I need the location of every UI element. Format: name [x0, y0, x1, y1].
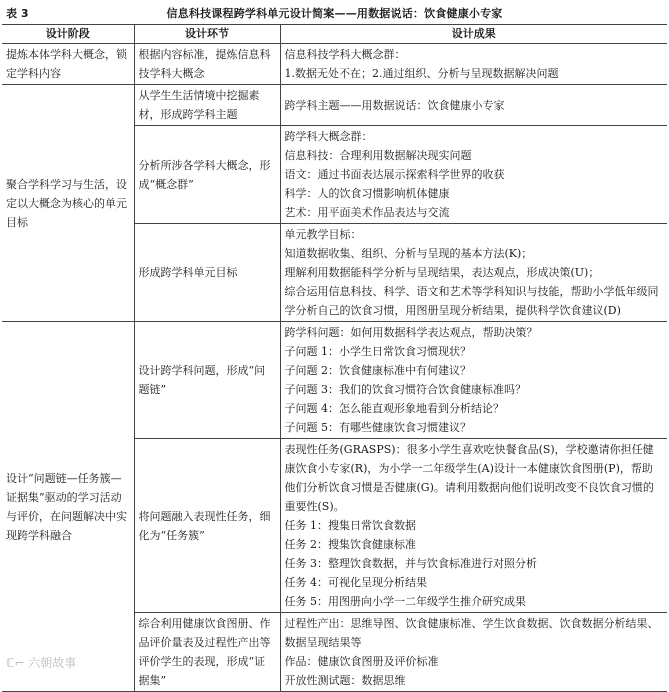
result-line: 艺术：用平面美术作品表达与交流 — [284, 206, 450, 219]
design-table — [2, 24, 667, 692]
result-line: 理解利用数据能科学分析与呈现结果，表达观点，形成决策(U)； — [284, 266, 600, 279]
result-line: 信息科技：合理利用数据解决现实问题 — [284, 149, 472, 162]
result-line: 跨学科主题——用数据说话：饮食健康小专家 — [284, 98, 505, 112]
result-cell — [280, 439, 667, 613]
link-cell — [134, 322, 280, 439]
link-cell — [134, 439, 280, 613]
link-cell — [134, 224, 280, 322]
stage-cell — [2, 44, 134, 85]
result-line: 表现性任务(GRASPS)：很多小学生喜欢吃快餐食品(S)，学校邀请你担任健康饮食小专家(R)，为小学一二年级学生(A)设计一本健康饮食图册(P)，帮助他们分析饮食习惯是否健康(G)。请利用数据向他们说明改变不良饮食习惯的重要性(S)。 — [284, 443, 654, 513]
header-result: 设计成果 — [280, 25, 667, 44]
result-line: 语文：通过书面表达展示探索科学世界的收获 — [284, 168, 505, 181]
result-line: 任务 1：搜集日常饮食数据 — [284, 519, 416, 532]
result-line: 知道数据收集、组织、分析与呈现的基本方法(K)； — [284, 247, 533, 260]
result-line: 子问题 2：饮食健康标准中有何建议？ — [284, 364, 471, 377]
result-line: 子问题 4：怎么能直观形象地看到分析结论？ — [284, 402, 504, 415]
header-link: 设计环节 — [134, 25, 280, 44]
result-line: 任务 2：搜集饮食健康标准 — [284, 538, 416, 551]
link-cell — [134, 613, 280, 692]
result-line: 1.数据无处不在；2.通过组织、分析与呈现数据解决问题 — [284, 67, 559, 80]
result-cell — [280, 44, 667, 85]
result-cell — [280, 85, 667, 126]
watermark-logo: ℂ⌐ 六朝故事 — [6, 656, 77, 670]
link-text: 根据内容标准，提炼信息科技学科大概念 — [138, 48, 271, 80]
result-line: 任务 3：整理饮食数据，并与饮食标准进行对照分析 — [284, 557, 537, 570]
result-line: 子问题 1：小学生日常饮食习惯现状？ — [284, 345, 471, 358]
result-line: 作品：健康饮食图册及评价标准 — [284, 655, 439, 668]
link-text: 设计跨学科问题，形成“问题链” — [138, 364, 266, 396]
result-cell — [280, 613, 667, 692]
link-text: 综合利用健康饮食图册、作品评价量表及过程性产出等评价学生的表现，形成“证据集” — [138, 617, 271, 687]
result-line: 任务 4：可视化呈现分析结果 — [284, 576, 427, 589]
result-line: 信息科技学科大概念群： — [284, 48, 406, 61]
stage-cell — [2, 322, 134, 692]
link-cell — [134, 85, 280, 126]
link-text: 从学生生活情境中挖掘素材，形成跨学科主题 — [138, 89, 260, 121]
result-cell — [280, 126, 667, 224]
table-row — [2, 85, 667, 126]
link-text: 形成跨学科单元目标 — [138, 266, 238, 279]
table-caption — [0, 2, 669, 22]
result-line: 子问题 5：有哪些健康饮食习惯建议？ — [284, 421, 471, 434]
stage-cell — [2, 85, 134, 322]
table-row — [2, 322, 667, 439]
result-cell — [280, 224, 667, 322]
result-line: 任务 5：用图册向小学一二年级学生推介研究成果 — [284, 595, 526, 608]
table-title: 信息科技课程跨学科单元设计简案——用数据说话：饮食健康小专家 — [166, 7, 503, 20]
header-row — [2, 25, 667, 44]
link-text: 将问题融入表现性任务，细化为“任务簇” — [138, 509, 271, 542]
table-row — [2, 44, 667, 85]
result-line: 单元教学目标： — [284, 228, 362, 241]
result-line: 开放性测试题：数据思维 — [284, 674, 406, 687]
result-line: 跨学科问题：如何用数据科学表达观点，帮助决策？ — [284, 326, 538, 339]
result-line: 过程性产出：思维导图、饮食健康标准、学生饮食数据、饮食数据分析结果、数据呈现结果等 — [284, 617, 659, 649]
result-line: 科学：人的饮食习惯影响机体健康 — [284, 187, 450, 200]
result-line: 综合运用信息科技、科学、语文和艺术等学科知识与技能，帮助小学低年级同学分析自己的饮食习惯，用图册呈现分析结果，提供科学饮食建议(D) — [284, 285, 659, 317]
stage-text: 设计“问题链—任务簇—证据集”驱动的学习活动与评价，在问题解决中实现跨学科融合 — [6, 471, 127, 542]
table-number: 表 3 — [6, 7, 29, 20]
link-cell — [134, 44, 280, 85]
stage-text: 提炼本体学科大概念，锁定学科内容 — [6, 48, 127, 80]
result-line: 跨学科大概念群： — [284, 130, 373, 143]
header-stage: 设计阶段 — [2, 25, 134, 44]
link-text: 分析所涉各学科大概念，形成“概念群” — [138, 158, 271, 191]
result-cell — [280, 322, 667, 439]
result-line: 子问题 3：我们的饮食习惯符合饮食健康标准吗？ — [284, 383, 526, 396]
stage-text: 聚合学科学习与生活，设定以大概念为核心的单元目标 — [6, 177, 127, 229]
link-cell — [134, 126, 280, 224]
